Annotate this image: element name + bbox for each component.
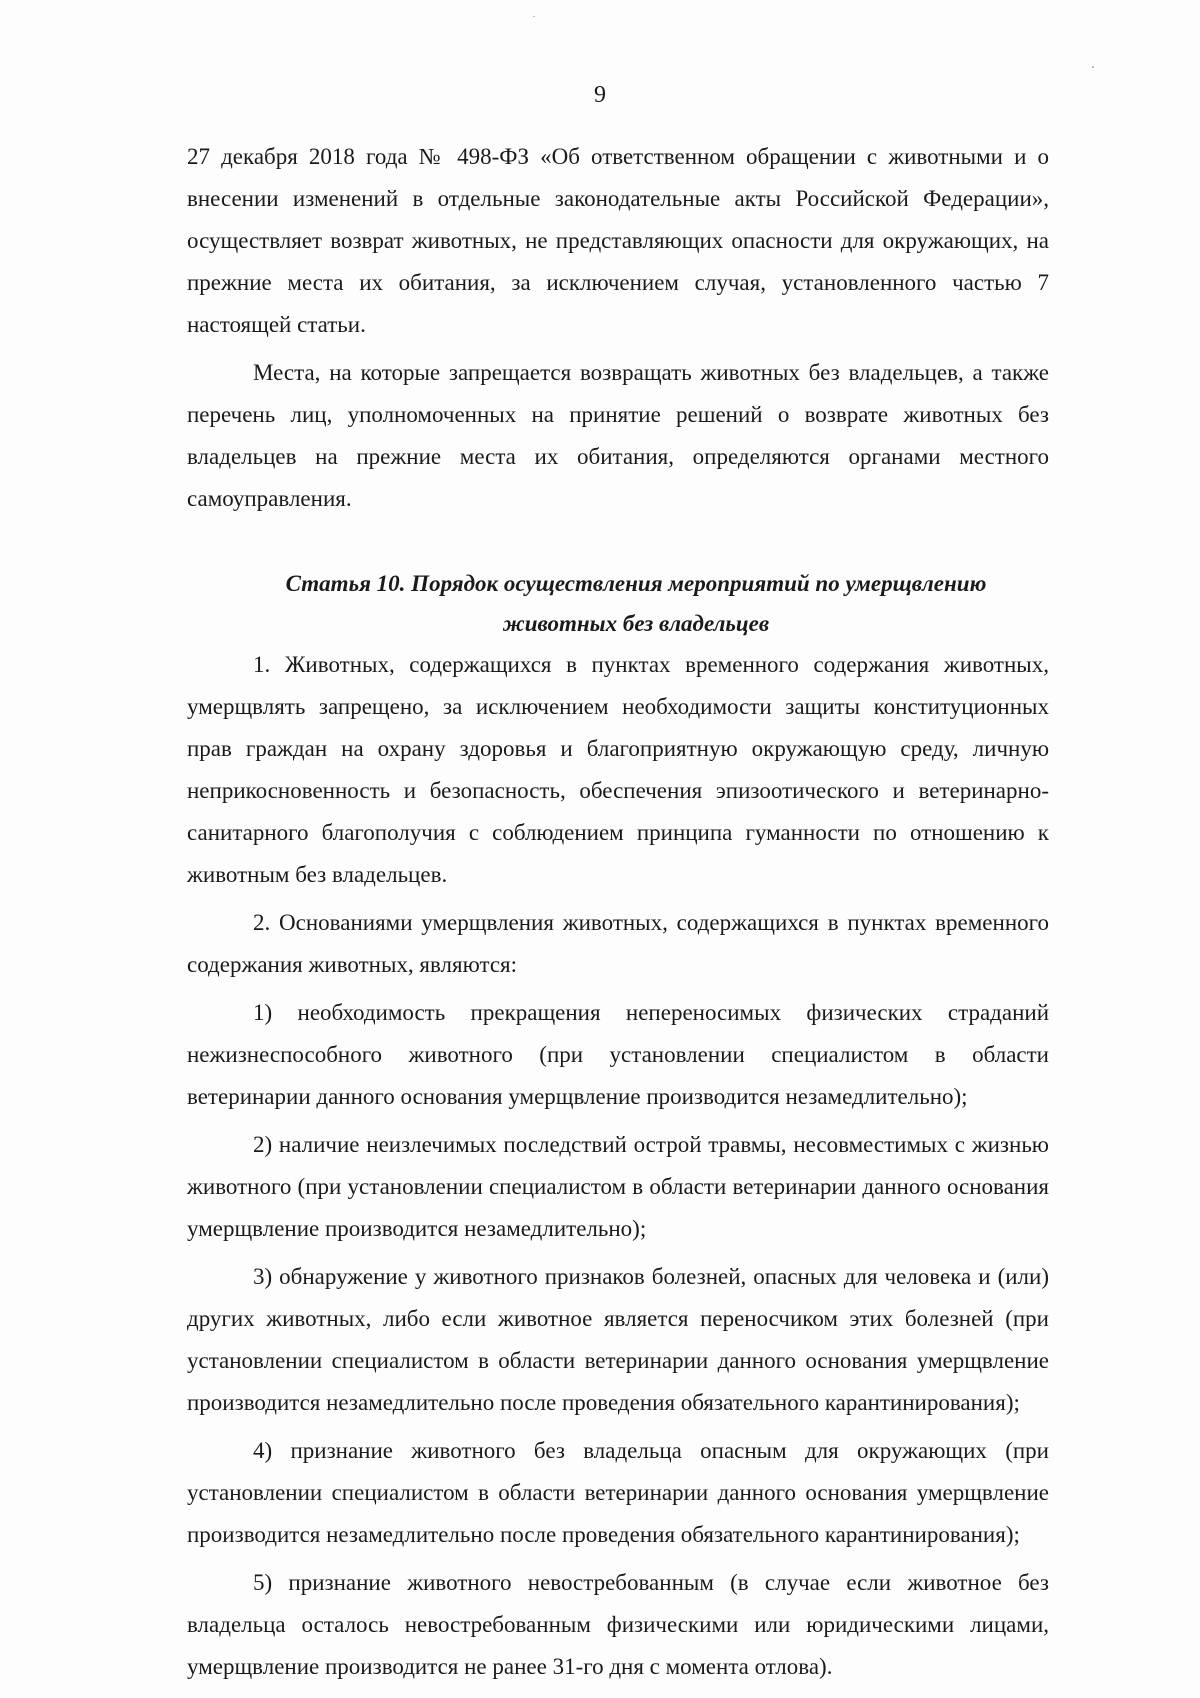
- paragraph-continuation: 27 декабря 2018 года № 498-ФЗ «Об ответственном обращении с животными и о внесении изменений в отдельные законодательные акты Российской Федерации», осуществляет возврат животных, не представляющих опасности для окружающих, на прежние места их обитания, за исключением случая, установленного частью 7 настоящей статьи.: [187, 144, 1049, 337]
- document-body: [187, 136, 1049, 1688]
- list-item-3: 3) обнаружение у животного признаков болезней, опасных для человека и (или) других животных, либо если животное является переносчиком этих болезней (при установлении специалистом в области ветеринарии данного основания умерщвление производится незамедлительно после проведения обязательного карантинирования);: [187, 1264, 1049, 1415]
- article-paragraph-1: 1. Животных, содержащихся в пунктах временного содержания животных, умерщвлять запрещено, за исключением необходимости защиты конституционных прав граждан на охрану здоровья и благоприятную окружающую среду, личную неприкосновенность и безопасность, обеспечения эпизоотического и ветеринарно-санитарного благополучия с соблюдением принципа гуманности по отношению к животным без владельцев.: [187, 652, 1049, 887]
- list-item-5: 5) признание животного невостребованным (в случае если животное без владельца осталось невостребованным физическими или юридическими лицами, умерщвление производится не ранее 31-го дня с момента отлова).: [187, 1570, 1049, 1679]
- article-title-line: животных без владельцев: [502, 611, 770, 636]
- paragraph: Места, на которые запрещается возвращать животных без владельцев, а также перечень лиц, уполномоченных на принятие решений о возврате животных без владельцев на прежние места их обитания, определяются органами местного самоуправления.: [187, 360, 1049, 511]
- list-item-2: 2) наличие неизлечимых последствий острой травмы, несовместимых с жизнью животного (при установлении специалистом в области ветеринарии данного основания умерщвление производится незамедлительно);: [187, 1132, 1049, 1241]
- article-title-line: Статья 10. Порядок осуществления мероприятий по умерщвлению: [285, 571, 987, 596]
- scan-mark: [533, 16, 535, 17]
- page-number: 9: [594, 82, 606, 108]
- scan-mark: [1092, 66, 1094, 68]
- list-item-4: 4) признание животного без владельца опасным для окружающих (при установлении специалистом в области ветеринарии данного основания умерщвление производится незамедлительно после проведения обязательного карантинирования);: [187, 1438, 1049, 1547]
- list-item-1: 1) необходимость прекращения непереносимых физических страданий нежизнеспособного животного (при установлении специалистом в области ветеринарии данного основания умерщвление производится незамедлительно);: [187, 1000, 1049, 1109]
- article-title: [187, 564, 1049, 644]
- article-paragraph-2: 2. Основаниями умерщвления животных, содержащихся в пунктах временного содержания животных, являются:: [187, 910, 1049, 977]
